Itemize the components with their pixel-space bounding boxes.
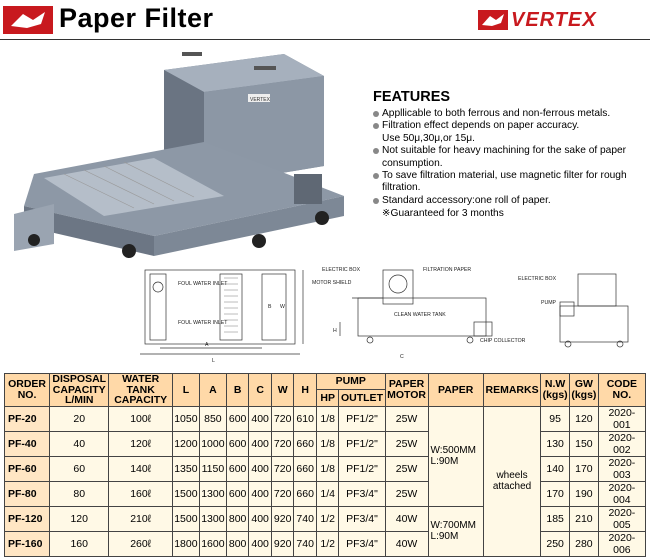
cell-l: 1200 (172, 431, 199, 456)
brand-logo (478, 9, 597, 31)
cell-order-no: PF-160 (5, 531, 50, 556)
header-divider (0, 39, 650, 40)
cell-order-no: PF-60 (5, 456, 50, 481)
cell-code: 2020-001 (598, 406, 645, 431)
brand-name: VERTEX (511, 8, 597, 31)
cell-nw: 185 (541, 506, 570, 531)
header (0, 0, 650, 40)
cell-disposal: 20 (50, 406, 109, 431)
col-l: L (172, 374, 199, 407)
cell-b: 800 (226, 531, 249, 556)
cell-gw: 190 (570, 481, 599, 506)
foul-water-inlet-label-2: FOUL WATER INLET (178, 320, 228, 326)
cell-outlet: PF1/2" (339, 406, 385, 431)
cell-h: 660 (294, 456, 317, 481)
cell-code: 2020-006 (598, 531, 645, 556)
features-section (373, 89, 645, 219)
col-remarks: REMARKS (483, 374, 540, 407)
feature-item: To save filtration material, use magnetic filter for rough (373, 170, 645, 182)
cell-a: 1300 (199, 506, 226, 531)
electric-box-label-end: ELECTRIC BOX (518, 276, 557, 282)
table-row (5, 506, 646, 531)
motor-shield-label: MOTOR SHIELD (312, 280, 352, 286)
dim-a-label: A (205, 342, 209, 348)
cell-disposal: 40 (50, 431, 109, 456)
technical-drawings (0, 262, 650, 370)
cell-w: 720 (271, 481, 294, 506)
col-b: B (226, 374, 249, 407)
cell-order-no: PF-80 (5, 481, 50, 506)
cell-disposal: 120 (50, 506, 109, 531)
table-row (5, 456, 646, 481)
feature-item: consumption. (382, 157, 443, 169)
cell-nw: 95 (541, 406, 570, 431)
col-pump: PUMP (316, 374, 385, 390)
pump-label: PUMP (541, 300, 556, 306)
cell-nw: 130 (541, 431, 570, 456)
cell-gw: 120 (570, 406, 599, 431)
cell-h: 740 (294, 531, 317, 556)
cell-gw: 170 (570, 456, 599, 481)
cell-c: 400 (249, 531, 272, 556)
cell-gw: 150 (570, 431, 599, 456)
table-header-row (5, 374, 646, 390)
cell-outlet: PF1/2" (339, 431, 385, 456)
cell-outlet: PF3/4" (339, 481, 385, 506)
cell-nw: 140 (541, 456, 570, 481)
col-outlet: OUTLET (339, 390, 385, 406)
cell-code: 2020-004 (598, 481, 645, 506)
feature-item: filtration. (382, 182, 421, 194)
col-water-tank: WATER TANK CAPACITY (109, 374, 172, 407)
cell-gw: 280 (570, 531, 599, 556)
col-order-no: ORDER NO. (5, 374, 50, 407)
cell-l: 1800 (172, 531, 199, 556)
col-a: A (199, 374, 226, 407)
chip-collector-label: CHIP COLLECTOR (480, 338, 526, 344)
cell-a: 850 (199, 406, 226, 431)
dim-h-label: H (333, 328, 337, 334)
table-row (5, 431, 646, 456)
product-photo (4, 46, 354, 258)
cell-w: 920 (271, 531, 294, 556)
feature-item: Filtration effect depends on paper accuracy. (373, 120, 645, 132)
col-c: C (249, 374, 272, 407)
cell-b: 600 (226, 456, 249, 481)
spec-table (4, 373, 646, 557)
cell-outlet: PF1/2" (339, 456, 385, 481)
cell-b: 600 (226, 481, 249, 506)
cell-hp: 1/8 (316, 456, 339, 481)
feature-item: Standard accessory:one roll of paper. (373, 195, 645, 207)
end-view-drawing (560, 274, 628, 347)
cell-h: 740 (294, 506, 317, 531)
brand-mark-icon (478, 10, 508, 30)
cell-w: 720 (271, 431, 294, 456)
cell-h: 610 (294, 406, 317, 431)
col-h: H (294, 374, 317, 407)
features-heading: FEATURES (373, 89, 451, 105)
dim-b-label: B (268, 304, 272, 310)
col-code: CODE NO. (598, 374, 645, 407)
cell-water: 210ℓ (109, 506, 172, 531)
cell-hp: 1/8 (316, 406, 339, 431)
cell-a: 1300 (199, 481, 226, 506)
cell-paper-motor: 40W (385, 531, 428, 556)
feature-item: Not suitable for heavy machining for the sake of paper (373, 145, 645, 157)
page-title: Paper Filter (59, 3, 214, 33)
cell-disposal: 160 (50, 531, 109, 556)
cell-code: 2020-003 (598, 456, 645, 481)
clean-water-tank-label: CLEAN WATER TANK (394, 312, 446, 318)
cell-b: 600 (226, 406, 249, 431)
cell-paper-spec-a: W:500MM L:90M (428, 406, 483, 506)
cell-hp: 1/8 (316, 431, 339, 456)
table-row (5, 481, 646, 506)
cell-b: 800 (226, 506, 249, 531)
cell-l: 1050 (172, 406, 199, 431)
cell-paper-spec-b: W:700MM L:90M (428, 506, 483, 556)
cell-water: 140ℓ (109, 456, 172, 481)
cell-h: 660 (294, 431, 317, 456)
cell-l: 1350 (172, 456, 199, 481)
cell-b: 600 (226, 431, 249, 456)
cell-code: 2020-005 (598, 506, 645, 531)
cell-c: 400 (249, 481, 272, 506)
cell-outlet: PF3/4" (339, 531, 385, 556)
cell-hp: 1/2 (316, 531, 339, 556)
dim-c-label: C (400, 354, 404, 360)
cell-l: 1500 (172, 481, 199, 506)
table-row (5, 531, 646, 556)
col-w: W (271, 374, 294, 407)
cell-a: 1600 (199, 531, 226, 556)
cell-w: 720 (271, 406, 294, 431)
dim-l-label: L (212, 358, 215, 364)
cell-w: 920 (271, 506, 294, 531)
feature-item: Appllicable to both ferrous and non-ferrous metals. (373, 108, 645, 120)
cell-l: 1500 (172, 506, 199, 531)
company-logo-icon (3, 6, 53, 34)
cell-c: 400 (249, 431, 272, 456)
dim-w-label: W (280, 304, 285, 310)
cell-h: 660 (294, 481, 317, 506)
side-view-drawing (340, 270, 492, 343)
filtration-paper-label: FILTRATION PAPER (423, 267, 472, 273)
cell-c: 400 (249, 406, 272, 431)
cell-w: 720 (271, 456, 294, 481)
cell-paper-motor: 25W (385, 456, 428, 481)
cell-nw: 250 (541, 531, 570, 556)
cell-c: 400 (249, 506, 272, 531)
cell-paper-motor: 25W (385, 406, 428, 431)
cell-code: 2020-002 (598, 431, 645, 456)
cell-hp: 1/4 (316, 481, 339, 506)
col-hp: HP (316, 390, 339, 406)
cell-water: 260ℓ (109, 531, 172, 556)
col-gw: GW (kgs) (570, 374, 599, 407)
cell-paper-motor: 25W (385, 481, 428, 506)
col-paper-motor: PAPER MOTOR (385, 374, 428, 407)
table-row (5, 406, 646, 431)
cell-nw: 170 (541, 481, 570, 506)
cell-water: 160ℓ (109, 481, 172, 506)
cell-order-no: PF-120 (5, 506, 50, 531)
cell-a: 1150 (199, 456, 226, 481)
cell-c: 400 (249, 456, 272, 481)
cell-disposal: 60 (50, 456, 109, 481)
cell-water: 100ℓ (109, 406, 172, 431)
cell-hp: 1/2 (316, 506, 339, 531)
col-disposal: DISPOSAL CAPACITY L/MIN (50, 374, 109, 407)
cell-disposal: 80 (50, 481, 109, 506)
cell-paper-motor: 40W (385, 506, 428, 531)
cell-a: 1000 (199, 431, 226, 456)
cell-remarks: wheels attached (483, 406, 540, 556)
cell-outlet: PF3/4" (339, 506, 385, 531)
guarantee-note: ※Guaranteed for 3 months (382, 208, 504, 220)
cell-paper-motor: 25W (385, 431, 428, 456)
photo-brand-text: VERTEX (250, 97, 270, 103)
cell-water: 120ℓ (109, 431, 172, 456)
col-paper: PAPER (428, 374, 483, 407)
cell-gw: 210 (570, 506, 599, 531)
electric-box-label-side: ELECTRIC BOX (322, 267, 361, 273)
cell-order-no: PF-20 (5, 406, 50, 431)
cell-order-no: PF-40 (5, 431, 50, 456)
feature-item: Use 50μ,30μ,or 15μ. (382, 132, 475, 144)
foul-water-inlet-label-1: FOUL WATER INLET (178, 281, 228, 287)
features-list (373, 108, 645, 207)
col-nw: N.W (kgs) (541, 374, 570, 407)
